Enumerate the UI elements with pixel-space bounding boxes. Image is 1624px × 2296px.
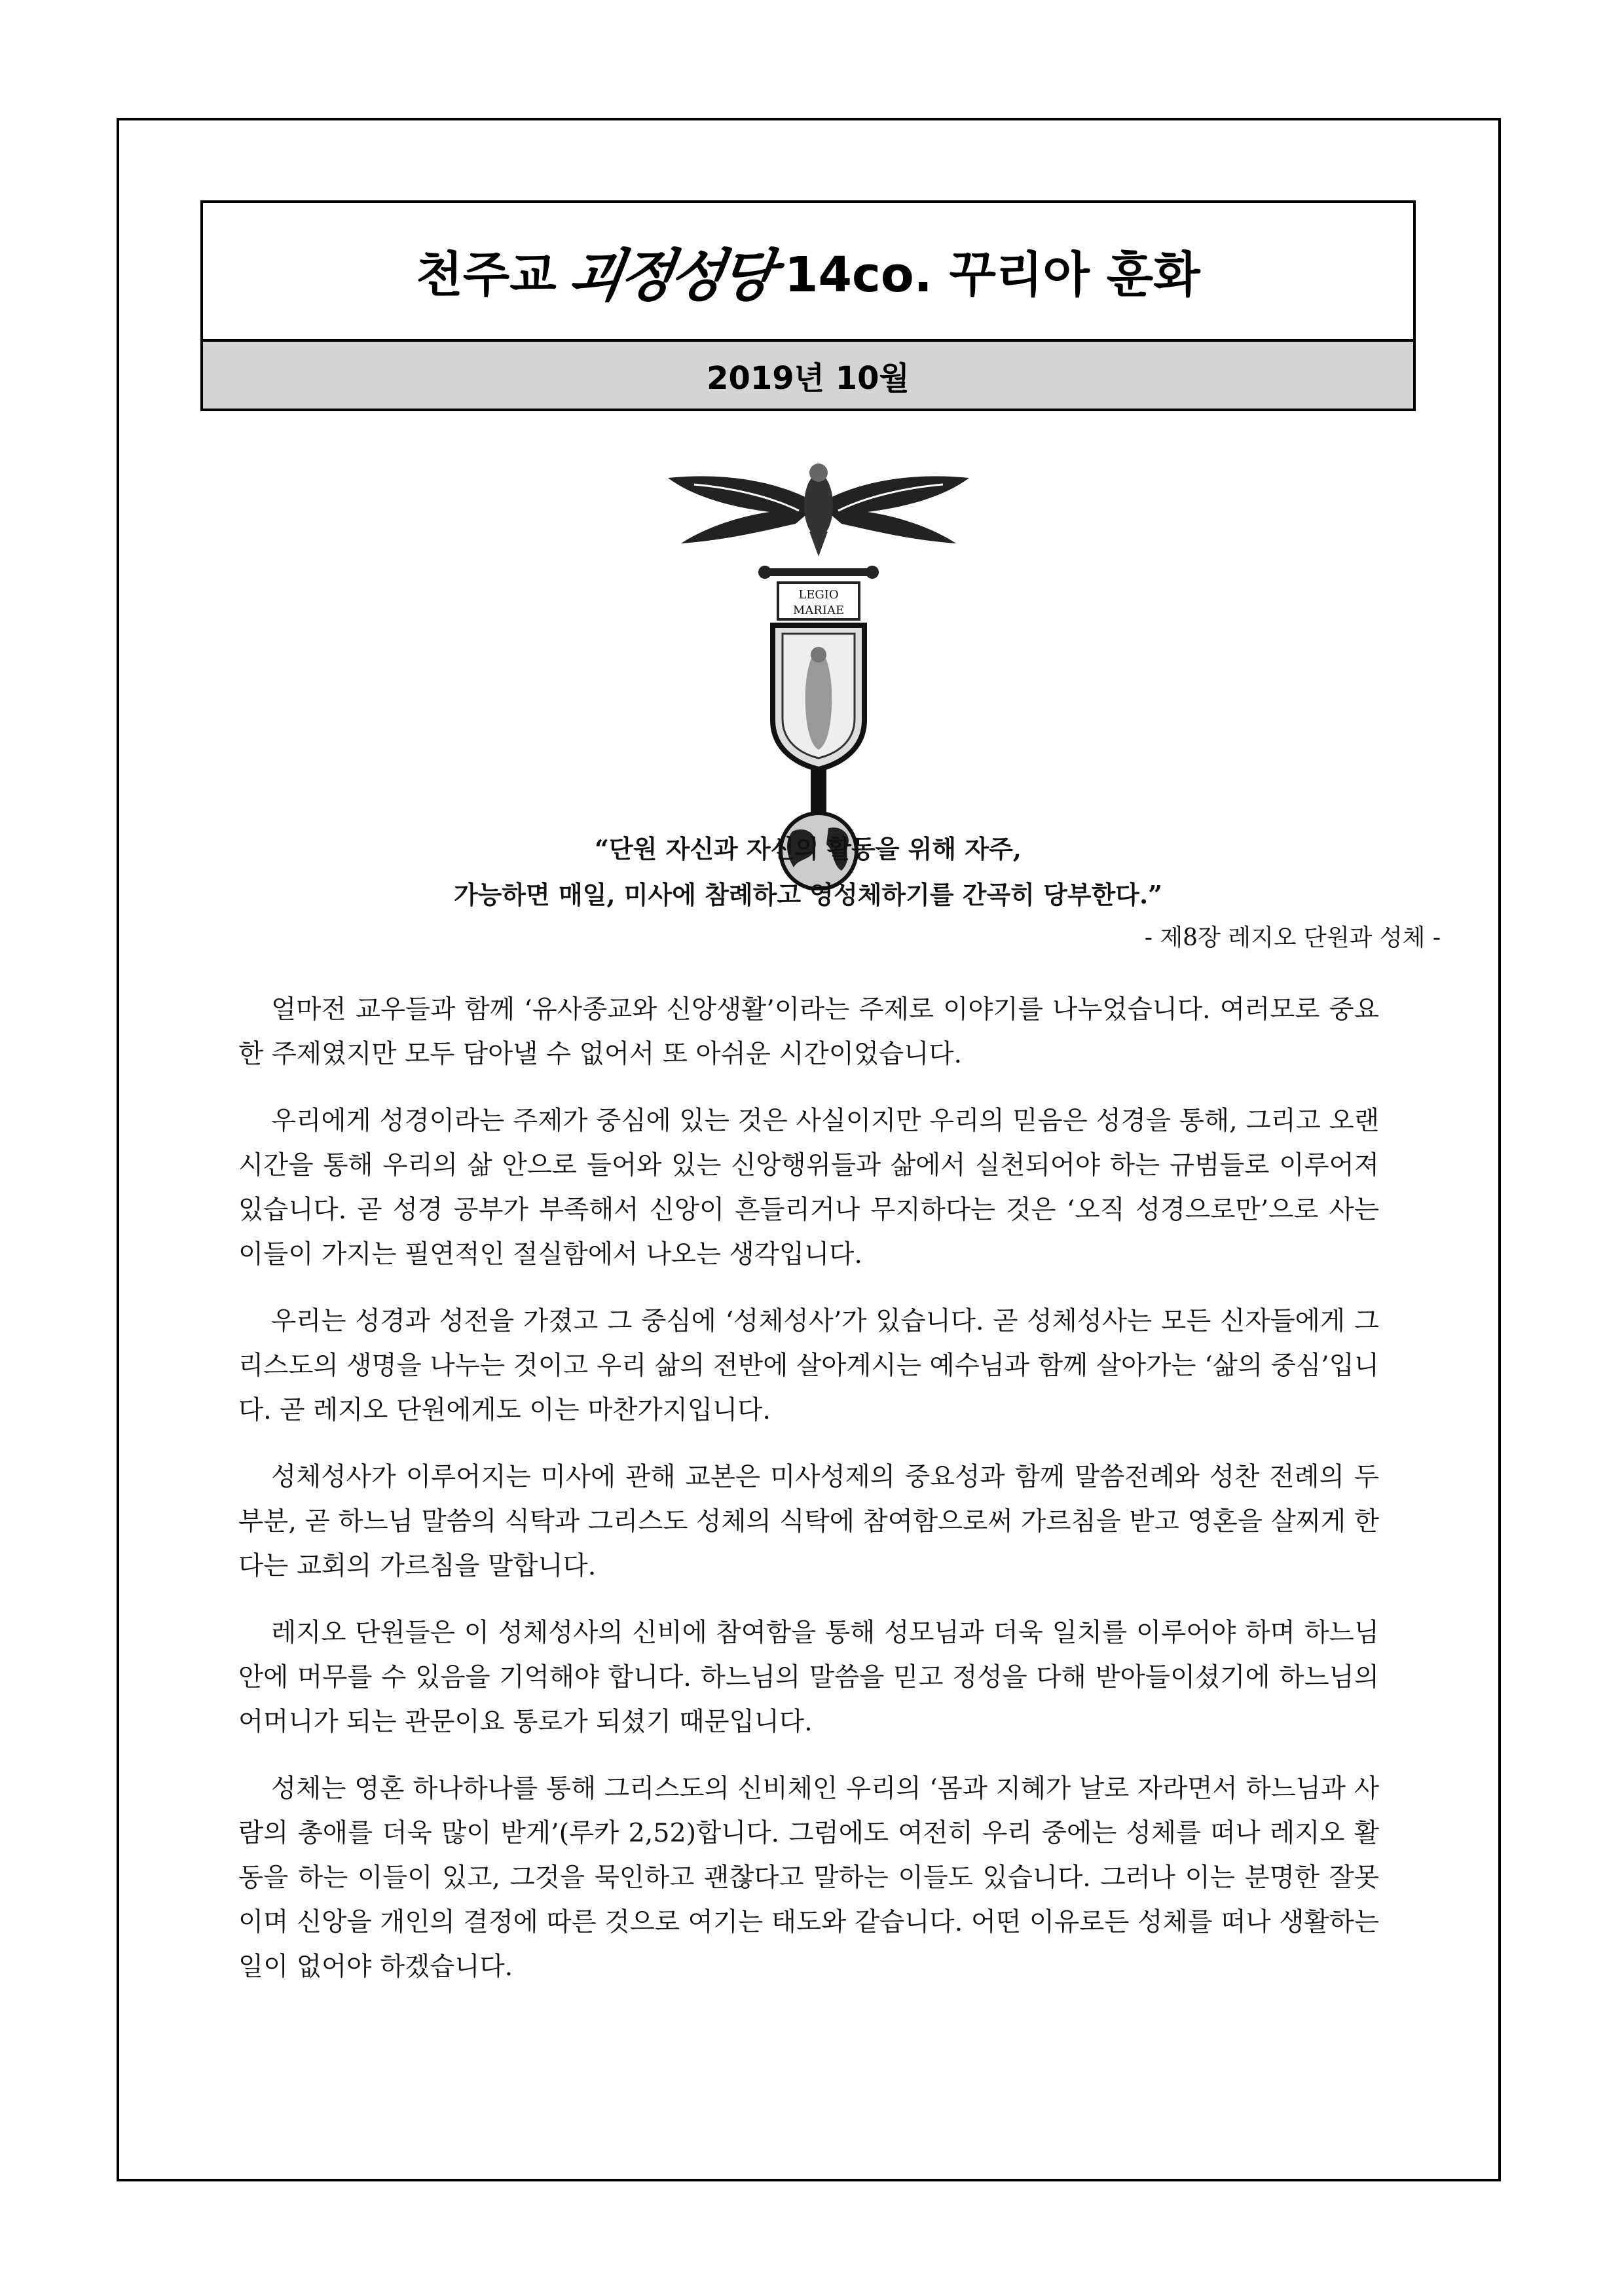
paragraph: 얼마전 교우들과 함께 ‘유사종교와 신앙생활’이라는 주제로 이야기를 나누었습니다. 여러모로 중요한 주제였지만 모두 담아낼 수 없어서 또 아쉬운 시간이었습니다.	[238, 994, 1379, 1069]
paragraph: 성체는 영혼 하나하나를 통해 그리스도의 신비체인 우리의 ‘몸과 지혜가 날로 자라면서 하느님과 사람의 총애를 더욱 많이 받게’(루카 2,52)합니다. 그럼에도 여전히 우리 중에는 성체를 떠나 레지오 활동을 하는 이들이 있고, 그것을 묵인하고 괜찮다고 말하는 이들도 있습니다. 그러나 이는 분명한 잘못이며 신앙을 개인의 결정에 따른 것으로 여기는 태도와 같습니다. 어떤 이유로든 성체를 떠나 생활하는 일이 없어야 하겠습니다.	[238, 1774, 1379, 1982]
issue-date: 2019년 10월	[203, 339, 1413, 409]
paragraph: 레지오 단원들은 이 성체성사의 신비에 참여함을 통해 성모님과 더욱 일치를 이루어야 하며 하느님 안에 머무를 수 있음을 기억해야 합니다. 하느님의 말씀을 믿고 정성을 다해 받아들이셨기에 하느님의 어머니가 되는 관문이요 통로가 되셨기 때문입니다.	[238, 1618, 1379, 1737]
quote-line-1: “단원 자신과 자신의 활동을 위해 자주,	[595, 834, 1022, 864]
emblem-text-mariae: MARIAE	[792, 604, 845, 617]
quote-line-2: 가능하면 매일, 미사에 참례하고 영성체하기를 간곡히 당부한다.”	[453, 880, 1163, 909]
legio-mariae-vexillum-icon	[655, 458, 982, 890]
emblem-text-legio: LEGIO	[798, 588, 839, 602]
paragraph: 우리는 성경과 성전을 가졌고 그 중심에 ‘성체성사’가 있습니다. 곧 성체성사는 모든 신자들에게 그리스도의 생명을 나누는 것이고 우리 삶의 전반에 살아계시는 예수님과 함께 살아가는 ‘삶의 중심’입니다. 곧 레지오 단원에게도 이는 마찬가지입니다.	[238, 1306, 1379, 1425]
parish-name-logotype: 괴정성당	[564, 243, 776, 309]
page-title	[203, 203, 1413, 339]
title-prefix: 천주교	[416, 247, 557, 303]
quote-source: - 제8장 레지오 단원과 성체 -	[1144, 924, 1441, 951]
title-box	[200, 200, 1416, 411]
body-text	[238, 987, 1379, 2011]
title-suffix: 14co. 꾸리아 훈화	[784, 247, 1200, 303]
quote-block	[200, 826, 1416, 918]
paragraph: 우리에게 성경이라는 주제가 중심에 있는 것은 사실이지만 우리의 믿음은 성경을 통해, 그리고 오랜 시간을 통해 우리의 삶 안으로 들어와 있는 신앙행위들과 삶에서 실천되어야 하는 규범들로 이루어져 있습니다. 곧 성경 공부가 부족해서 신앙이 흔들리거나 무지하다는 것은 ‘오직 성경으로만’으로 사는 이들이 가지는 필연적인 절실함에서 나오는 생각입니다.	[238, 1106, 1379, 1269]
paragraph: 성체성사가 이루어지는 미사에 관해 교본은 미사성제의 중요성과 함께 말씀전례와 성찬 전례의 두 부분, 곧 하느님 말씀의 식탁과 그리스도 성체의 식탁에 참여함으로써 가르침을 받고 영혼을 살찌게 한다는 교회의 가르침을 말합니다.	[238, 1462, 1379, 1581]
